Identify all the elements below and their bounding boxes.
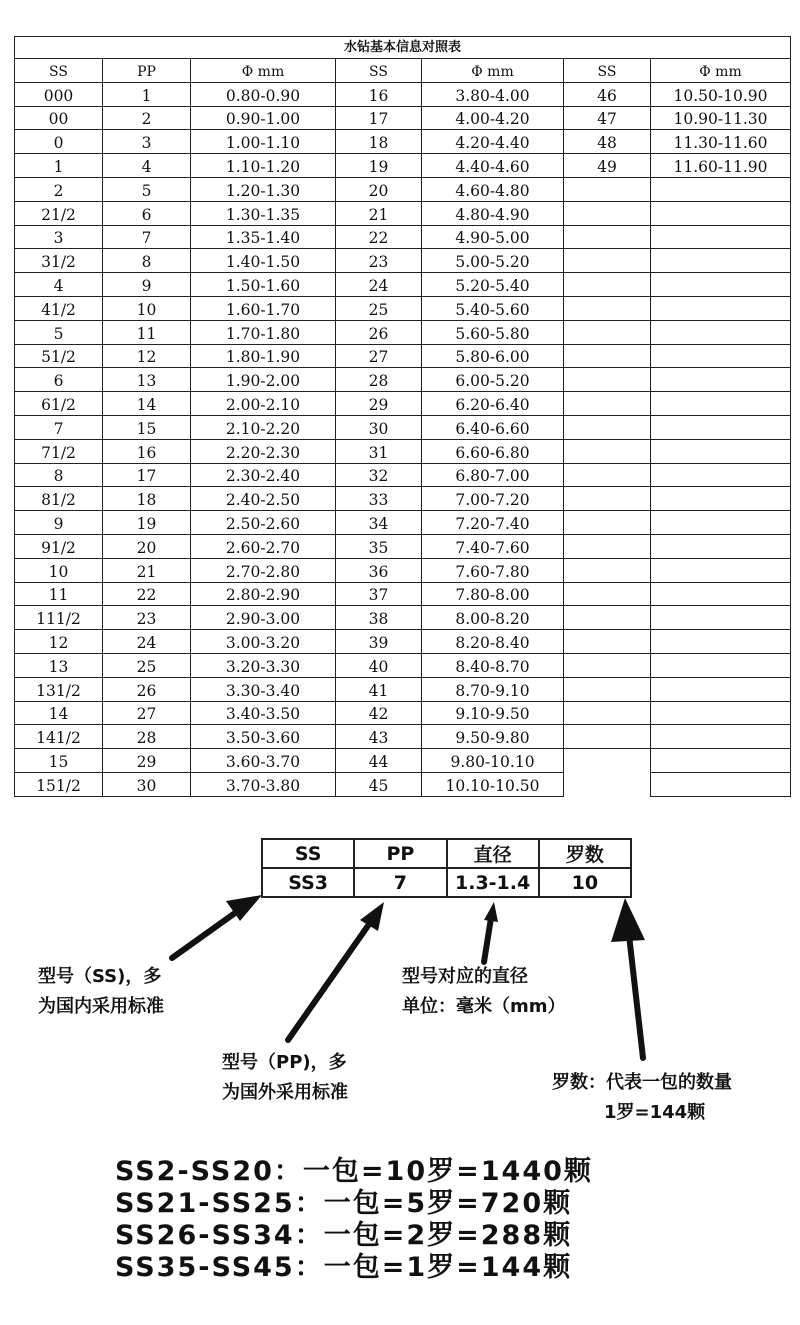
cell-ss: 9	[15, 511, 103, 535]
cell-pp: 23	[103, 606, 191, 630]
cell-ss: 00	[15, 106, 103, 130]
cell-ss: 41/2	[15, 296, 103, 320]
arrow-head-diameter	[484, 902, 498, 922]
cell-ss-mid: 22	[336, 225, 422, 249]
note-count-line-1: 罗数：代表一包的数量	[552, 1072, 732, 1093]
note-pp	[222, 1048, 348, 1108]
cell-pp: 19	[103, 511, 191, 535]
cell-ss: 000	[15, 82, 103, 106]
cell-diameter-right: 11.60-11.90	[651, 154, 791, 178]
cell-ss: 141/2	[15, 725, 103, 749]
note-ss-line-2: 为国内采用标准	[38, 996, 164, 1017]
cell-diameter: 2.50-2.60	[191, 511, 336, 535]
cell-ss-mid: 36	[336, 558, 422, 582]
cell-diameter-mid: 6.20-6.40	[422, 392, 564, 416]
cell-diameter-mid: 8.20-8.40	[422, 630, 564, 654]
cell-diameter-mid: 9.50-9.80	[422, 725, 564, 749]
cell-diameter-mid: 8.70-9.10	[422, 677, 564, 701]
cell-diameter: 1.80-1.90	[191, 344, 336, 368]
cell-ss: 14	[15, 701, 103, 725]
cell-diameter: 2.80-2.90	[191, 582, 336, 606]
cell-diameter: 1.20-1.30	[191, 177, 336, 201]
cell-pp: 28	[103, 725, 191, 749]
cell-diameter: 1.90-2.00	[191, 368, 336, 392]
arrow-diameter	[484, 918, 491, 962]
cell-ss: 11	[15, 582, 103, 606]
cell-pp: 14	[103, 392, 191, 416]
cell-ss-mid: 26	[336, 320, 422, 344]
cell-pp: 27	[103, 701, 191, 725]
note-count	[552, 1068, 732, 1128]
note-count-line-2: 1罗=144颗	[604, 1102, 706, 1123]
cell-ss-mid: 44	[336, 749, 422, 773]
cell-pp: 9	[103, 273, 191, 297]
cell-diameter-mid: 9.80-10.10	[422, 749, 564, 773]
cell-ss-mid: 20	[336, 177, 422, 201]
cell-pp: 1	[103, 82, 191, 106]
cell-pp: 6	[103, 201, 191, 225]
col-header-diameter-1: Φ mm	[191, 59, 336, 83]
arrow-ss	[172, 908, 242, 958]
cell-ss: 81/2	[15, 487, 103, 511]
col-header-diameter-2: Φ mm	[422, 59, 564, 83]
cell-ss-mid: 38	[336, 606, 422, 630]
cell-ss: 131/2	[15, 677, 103, 701]
cell-pp: 22	[103, 582, 191, 606]
cell-diameter-mid: 7.00-7.20	[422, 487, 564, 511]
cell-diameter: 2.90-3.00	[191, 606, 336, 630]
cell-ss-right: 47	[564, 106, 651, 130]
cell-diameter-mid: 10.10-10.50	[422, 772, 564, 796]
cell-ss: 8	[15, 463, 103, 487]
cell-pp: 17	[103, 463, 191, 487]
cell-ss: 7	[15, 415, 103, 439]
cell-diameter: 3.60-3.70	[191, 749, 336, 773]
cell-pp: 18	[103, 487, 191, 511]
arrow-count	[629, 935, 643, 1058]
cell-ss: 5	[15, 320, 103, 344]
cell-ss-mid: 21	[336, 201, 422, 225]
cell-ss-right: 46	[564, 82, 651, 106]
cell-diameter: 2.10-2.20	[191, 415, 336, 439]
cell-diameter: 2.00-2.10	[191, 392, 336, 416]
col-header-ss-1: SS	[15, 59, 103, 83]
cell-diameter: 3.20-3.30	[191, 653, 336, 677]
cell-diameter: 1.40-1.50	[191, 249, 336, 273]
cell-diameter: 3.50-3.60	[191, 725, 336, 749]
cell-diameter-mid: 4.40-4.60	[422, 154, 564, 178]
cell-diameter-mid: 6.80-7.00	[422, 463, 564, 487]
cell-pp: 15	[103, 415, 191, 439]
cell-pp: 21	[103, 558, 191, 582]
cell-diameter-mid: 6.60-6.80	[422, 439, 564, 463]
cell-diameter-mid: 7.60-7.80	[422, 558, 564, 582]
cell-ss-mid: 45	[336, 772, 422, 796]
cell-diameter-mid: 7.40-7.60	[422, 534, 564, 558]
note-diameter-line-1: 型号对应的直径	[402, 966, 528, 987]
summary-line-3: SS26-SS34：一包=2罗=288颗	[115, 1220, 573, 1251]
cell-ss-mid: 31	[336, 439, 422, 463]
cell-pp: 2	[103, 106, 191, 130]
cell-ss: 31/2	[15, 249, 103, 273]
cell-ss: 151/2	[15, 772, 103, 796]
cell-ss: 3	[15, 225, 103, 249]
table-title: 水钻基本信息对照表	[15, 37, 791, 59]
cell-ss-mid: 27	[336, 344, 422, 368]
cell-ss: 1	[15, 154, 103, 178]
cell-diameter: 2.30-2.40	[191, 463, 336, 487]
cell-diameter-right: 10.90-11.30	[651, 106, 791, 130]
cell-diameter-mid: 8.00-8.20	[422, 606, 564, 630]
cell-ss-mid: 33	[336, 487, 422, 511]
cell-diameter: 2.60-2.70	[191, 534, 336, 558]
cell-ss-mid: 40	[336, 653, 422, 677]
cell-ss-mid: 42	[336, 701, 422, 725]
col-header-ss-3: SS	[564, 59, 651, 83]
cell-pp: 12	[103, 344, 191, 368]
cell-pp: 29	[103, 749, 191, 773]
cell-ss-right: 49	[564, 154, 651, 178]
cell-diameter-mid: 4.20-4.40	[422, 130, 564, 154]
cell-diameter-mid: 5.80-6.00	[422, 344, 564, 368]
cell-diameter: 3.40-3.50	[191, 701, 336, 725]
cell-diameter: 2.20-2.30	[191, 439, 336, 463]
cell-pp: 25	[103, 653, 191, 677]
col-header-ss-2: SS	[336, 59, 422, 83]
cell-pp: 30	[103, 772, 191, 796]
cell-pp: 20	[103, 534, 191, 558]
cell-diameter: 2.70-2.80	[191, 558, 336, 582]
cell-diameter: 0.90-1.00	[191, 106, 336, 130]
cell-diameter-mid: 3.80-4.00	[422, 82, 564, 106]
arrow-head-count	[611, 898, 645, 942]
cell-ss-mid: 18	[336, 130, 422, 154]
cell-diameter: 1.35-1.40	[191, 225, 336, 249]
col-header-diameter-3: Φ mm	[651, 59, 791, 83]
cell-diameter: 3.70-3.80	[191, 772, 336, 796]
cell-pp: 8	[103, 249, 191, 273]
cell-diameter-right: 10.50-10.90	[651, 82, 791, 106]
cell-pp: 3	[103, 130, 191, 154]
summary-line-1: SS2-SS20：一包=10罗=1440颗	[115, 1156, 593, 1187]
cell-diameter-mid: 5.40-5.60	[422, 296, 564, 320]
cell-diameter-mid: 9.10-9.50	[422, 701, 564, 725]
cell-ss-mid: 41	[336, 677, 422, 701]
cell-ss: 15	[15, 749, 103, 773]
example-header-ss: SS	[262, 839, 354, 868]
cell-ss: 6	[15, 368, 103, 392]
cell-diameter: 0.80-0.90	[191, 82, 336, 106]
cell-pp: 4	[103, 154, 191, 178]
cell-diameter: 1.10-1.20	[191, 154, 336, 178]
note-ss	[38, 962, 164, 1022]
cell-diameter-mid: 7.80-8.00	[422, 582, 564, 606]
cell-ss-mid: 37	[336, 582, 422, 606]
cell-ss: 71/2	[15, 439, 103, 463]
cell-diameter: 3.00-3.20	[191, 630, 336, 654]
example-value-count: 10	[539, 868, 631, 897]
cell-ss-mid: 32	[336, 463, 422, 487]
cell-ss: 0	[15, 130, 103, 154]
note-diameter-line-2: 单位：毫米（mm）	[402, 996, 566, 1017]
cell-diameter-mid: 5.60-5.80	[422, 320, 564, 344]
cell-ss-mid: 35	[336, 534, 422, 558]
cell-ss-mid: 24	[336, 273, 422, 297]
cell-diameter-mid: 5.20-5.40	[422, 273, 564, 297]
cell-diameter-mid: 5.00-5.20	[422, 249, 564, 273]
cell-ss: 2	[15, 177, 103, 201]
example-value-diameter: 1.3-1.4	[447, 868, 539, 897]
cell-diameter-right: 11.30-11.60	[651, 130, 791, 154]
cell-diameter: 1.50-1.60	[191, 273, 336, 297]
cell-pp: 26	[103, 677, 191, 701]
cell-pp: 5	[103, 177, 191, 201]
cell-ss-mid: 28	[336, 368, 422, 392]
example-header-pp: PP	[354, 839, 446, 868]
cell-diameter-mid: 7.20-7.40	[422, 511, 564, 535]
summary-line-2: SS21-SS25：一包=5罗=720颗	[115, 1188, 573, 1219]
cell-diameter: 1.70-1.80	[191, 320, 336, 344]
col-header-pp: PP	[103, 59, 191, 83]
cell-ss-mid: 30	[336, 415, 422, 439]
summary-line-4: SS35-SS45：一包=1罗=144颗	[115, 1252, 573, 1283]
arrow-pp	[288, 920, 372, 1040]
note-diameter	[402, 962, 566, 1022]
cell-ss-mid: 25	[336, 296, 422, 320]
cell-pp: 13	[103, 368, 191, 392]
cell-ss: 4	[15, 273, 103, 297]
cell-diameter: 1.60-1.70	[191, 296, 336, 320]
note-pp-line-1: 型号（PP)，多	[222, 1052, 347, 1073]
cell-ss-mid: 39	[336, 630, 422, 654]
example-value-ss: SS3	[262, 868, 354, 897]
cell-pp: 24	[103, 630, 191, 654]
cell-ss-mid: 23	[336, 249, 422, 273]
example-value-pp: 7	[354, 868, 446, 897]
cell-diameter: 2.40-2.50	[191, 487, 336, 511]
cell-diameter: 1.30-1.35	[191, 201, 336, 225]
cell-ss: 21/2	[15, 201, 103, 225]
cell-diameter: 1.00-1.10	[191, 130, 336, 154]
cell-diameter-mid: 4.60-4.80	[422, 177, 564, 201]
cell-pp: 7	[103, 225, 191, 249]
cell-diameter-mid: 6.00-5.20	[422, 368, 564, 392]
note-ss-line-1: 型号（SS)，多	[38, 966, 162, 987]
cell-ss: 13	[15, 653, 103, 677]
cell-ss-mid: 17	[336, 106, 422, 130]
cell-ss: 12	[15, 630, 103, 654]
cell-diameter-mid: 8.40-8.70	[422, 653, 564, 677]
cell-pp: 11	[103, 320, 191, 344]
cell-ss-mid: 43	[336, 725, 422, 749]
cell-ss-mid: 29	[336, 392, 422, 416]
cell-ss: 111/2	[15, 606, 103, 630]
cell-pp: 16	[103, 439, 191, 463]
cell-ss: 91/2	[15, 534, 103, 558]
cell-diameter-mid: 4.90-5.00	[422, 225, 564, 249]
cell-ss: 10	[15, 558, 103, 582]
cell-ss: 61/2	[15, 392, 103, 416]
cell-diameter: 3.30-3.40	[191, 677, 336, 701]
cell-ss: 51/2	[15, 344, 103, 368]
cell-diameter-mid: 4.80-4.90	[422, 201, 564, 225]
example-header-count: 罗数	[539, 839, 631, 868]
note-pp-line-2: 为国外采用标准	[222, 1082, 348, 1103]
cell-diameter-mid: 4.00-4.20	[422, 106, 564, 130]
cell-ss-mid: 19	[336, 154, 422, 178]
arrow-head-pp	[360, 902, 384, 931]
cell-ss-right: 48	[564, 130, 651, 154]
cell-ss-mid: 16	[336, 82, 422, 106]
example-header-diameter: 直径	[447, 839, 539, 868]
cell-diameter-mid: 6.40-6.60	[422, 415, 564, 439]
cell-pp: 10	[103, 296, 191, 320]
cell-ss-mid: 34	[336, 511, 422, 535]
